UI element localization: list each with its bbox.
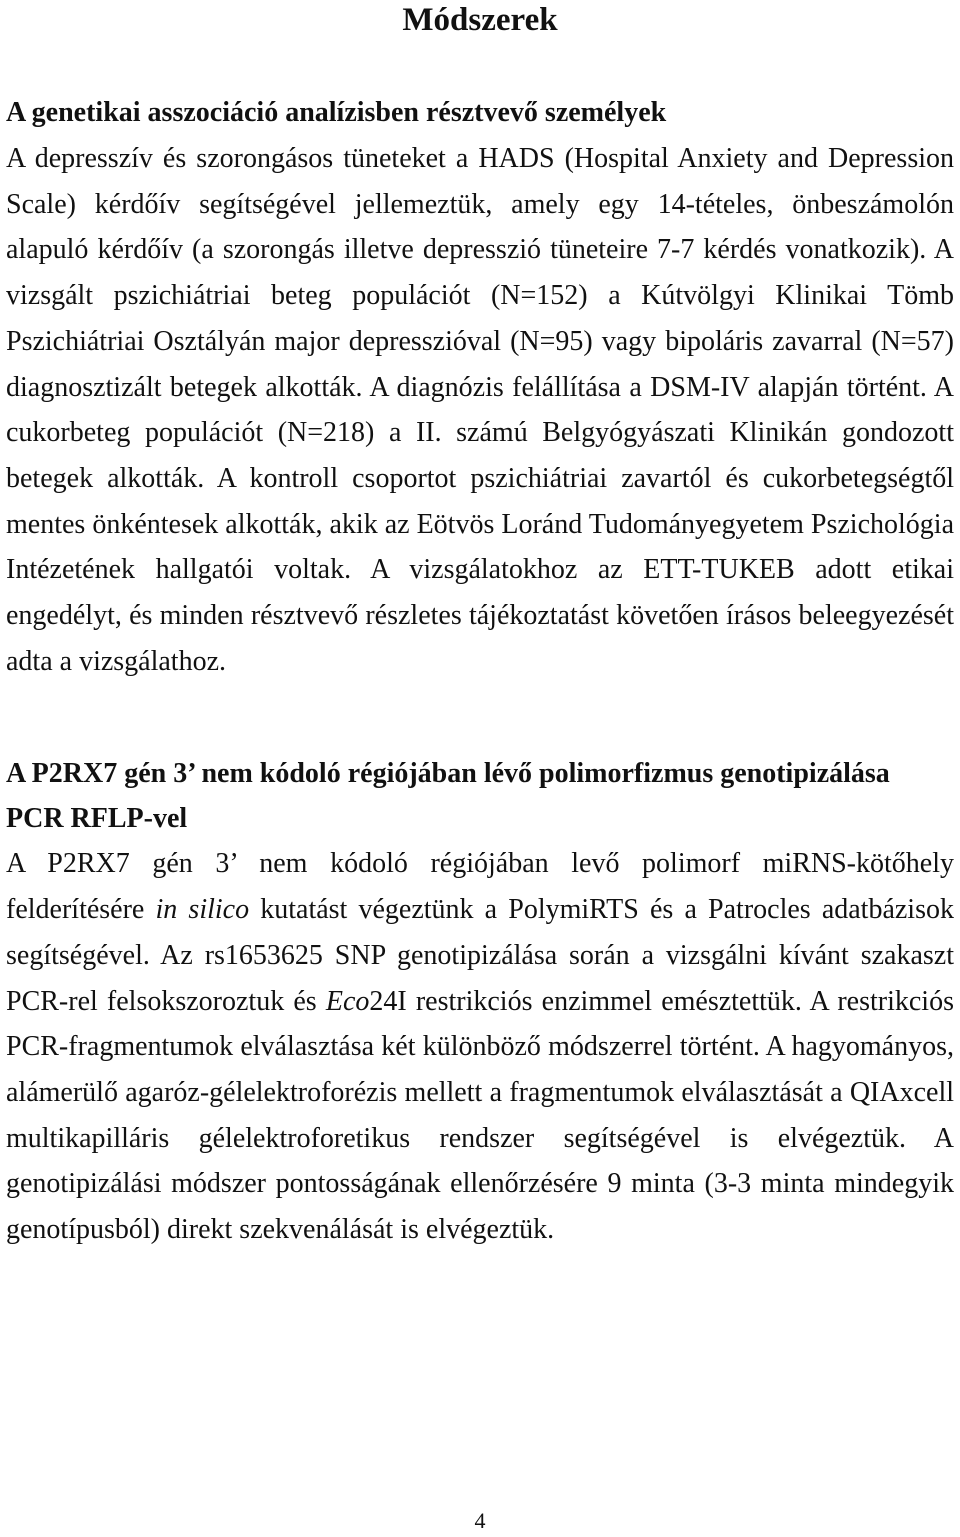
body-text: kutatást végeztünk a PolymiRTS és a Patrocles adatbázisok segítségével. Az rs1653625 SNP genotipizálása során a vizsgálni kívánt szakaszt PCR-rel felsokszoroztuk és [6, 894, 954, 1017]
page-title: Módszerek [402, 2, 558, 38]
section-body-participants: A depresszív és szorongásos tüneteket a HADS (Hospital Anxiety and Depression Scale) kérdőív segítségével jellemeztük, amely egy 14-tételes, önbeszámolón alapuló kérdőív (a szorongás illetve depresszió tüneteire 7-7 kérdés vonatkozik). A vizsgált pszichiátriai beteg populációt (N=152) a Kútvölgyi Klinikai Tömb Pszichiátriai Osztályán major depresszióval (N=95) vagy bipoláris zavarral (N=57) diagnosztizált betegek alkották. A diagnózis felállítása a DSM-IV alapján történt. A cukorbeteg populációt (N=218) a II. számú Belgyógyászati Klinikán gondozott betegek alkották. A kontroll csoportot pszichiátriai zavartól és cukorbetegségtől mentes önkéntesek alkották, akik az Eötvös Loránd Tudományegyetem Pszichológia Intézetének hallgatói voltak. A vizsgálatokhoz az ETT-TUKEB adott etikai engedélyt, és minden résztvevő részletes tájékoztatást követően írásos beleegyezését adta a vizsgálathoz. [6, 143, 954, 677]
section-heading-genotyping: A P2RX7 gén 3’ nem kódoló régiójában lévő polimorfizmus genotipizálása PCR RFLP-vel [6, 758, 890, 835]
body-text: A P2RX7 gén 3’ nem kódoló régiójában levő polimorf miRNS-kötőhely felderítésére [6, 848, 954, 926]
page-number: 4 [474, 1508, 486, 1533]
body-text: 24I restrikciós enzimmel emésztettük. A restrikciós PCR-fragmentumok elválasztása két különböző módszerrel történt. A hagyományos, alámerülő agaróz-gélelektroforézis mellett a fragmentumok elválasztását a QIAxcell multikapilláris gélelektroforetikus rendszer segítségével is elvégeztük. A genotipizálási módszer pontosságának ellenőrzésére 9 minta (3-3 minta mindegyik genotípusból) direkt szekvenálását is elvégeztük. [6, 985, 954, 1246]
italic-term-eco: Eco [325, 985, 370, 1017]
section-body-genotyping [6, 841, 954, 1252]
document-page [6, 0, 954, 1253]
section-heading-participants: A genetikai asszociáció analízisben résztvevő személyek [6, 97, 667, 128]
italic-term-in-silico: in silico [155, 894, 250, 926]
